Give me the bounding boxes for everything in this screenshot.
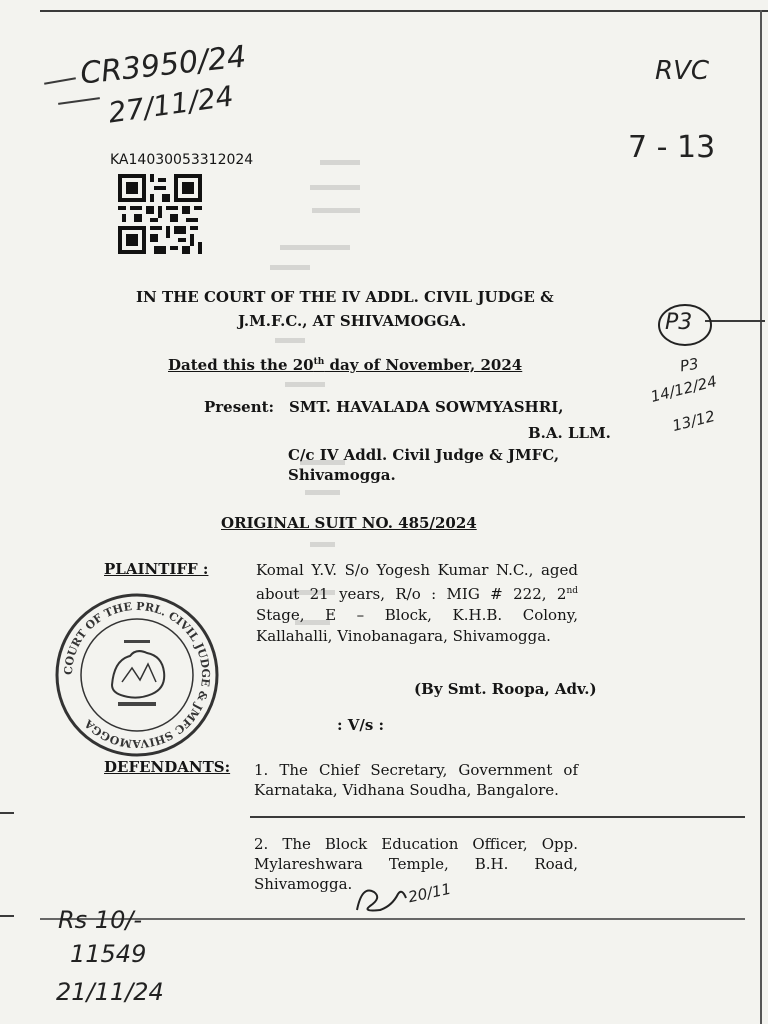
plaintiff-details bbox=[256, 560, 578, 647]
suit-title: ORIGINAL SUIT NO. 485/2024 bbox=[221, 514, 477, 532]
court-seal-stamp bbox=[52, 590, 222, 760]
defendants-label: DEFENDANTS: bbox=[104, 758, 231, 776]
margin-note-line2: 14/12/24 bbox=[648, 372, 719, 406]
scan-right-edge bbox=[760, 10, 762, 1024]
handwritten-page-range: 7 - 13 bbox=[628, 130, 716, 165]
versus-label: : V/s : bbox=[337, 716, 385, 734]
handwritten-case-ref: CR3950/24 bbox=[78, 39, 248, 92]
judge-title: C/c IV Addl. Civil Judge & JMFC, bbox=[288, 446, 560, 464]
margin-note-circled: P3 bbox=[665, 310, 693, 335]
handwritten-fee: Rs 10/- bbox=[58, 906, 143, 934]
plaintiff-details-sup: nd bbox=[566, 586, 578, 596]
judge-name: SMT. HAVALADA SOWMYASHRI, bbox=[289, 398, 564, 416]
margin-mark bbox=[0, 915, 14, 917]
court-heading-line2: J.M.F.C., AT SHIVAMOGGA. bbox=[238, 312, 467, 330]
court-heading-line1: IN THE COURT OF THE IV ADDL. CIVIL JUDGE & bbox=[136, 288, 554, 306]
margin-note-line1: P3 bbox=[678, 354, 701, 376]
handwritten-number: 11549 bbox=[70, 940, 147, 968]
margin-mark bbox=[0, 812, 14, 814]
scan-top-edge bbox=[40, 10, 768, 12]
handwritten-arrow bbox=[58, 97, 100, 105]
signature-mark bbox=[352, 880, 412, 920]
plaintiff-details-pre: Komal Y.V. S/o Yogesh Kumar N.C., aged about 21 years, R/o : MIG # 222, 2 bbox=[256, 561, 578, 603]
handwritten-dash bbox=[44, 77, 76, 85]
judge-qualification: B.A. LLM. bbox=[528, 424, 611, 442]
judge-place: Shivamogga. bbox=[288, 466, 396, 484]
qr-code-icon bbox=[118, 174, 202, 254]
document-id: KA14030053312024 bbox=[110, 152, 254, 168]
handwritten-bottom-date: 21/11/24 bbox=[56, 978, 164, 1006]
plaintiff-details-post: Stage, E – Block, K.H.B. Colony, Kallahalli, Vinobanagara, Shivamogga. bbox=[256, 606, 578, 645]
margin-note-line3: 13/12 bbox=[670, 407, 717, 435]
rule-line bbox=[250, 816, 745, 818]
plaintiff-advocate: (By Smt. Roopa, Adv.) bbox=[414, 680, 597, 698]
order-date-prefix: Dated this the 20 bbox=[168, 356, 314, 374]
present-label: Present: bbox=[204, 398, 275, 416]
order-date-suffix: day of November, 2024 bbox=[324, 356, 523, 374]
defendant-1: 1. The Chief Secretary, Government of Karnataka, Vidhana Soudha, Bangalore. bbox=[254, 761, 578, 799]
handwritten-initials: RVC bbox=[655, 56, 710, 86]
handwritten-ref-date: 27/11/24 bbox=[106, 79, 236, 130]
order-date bbox=[168, 356, 522, 374]
defendant-2: 2. The Block Education Officer, Opp. Mylareshwara Temple, B.H. Road, Shivamogga. bbox=[254, 835, 578, 893]
plaintiff-label: PLAINTIFF : bbox=[104, 560, 209, 578]
seal-text: COURT OF THE PRL. CIVIL JUDGE & JMFC SHIVAMOGGA bbox=[61, 599, 213, 751]
order-date-sup: th bbox=[313, 357, 325, 367]
signature-date: 20/11 bbox=[406, 879, 453, 907]
